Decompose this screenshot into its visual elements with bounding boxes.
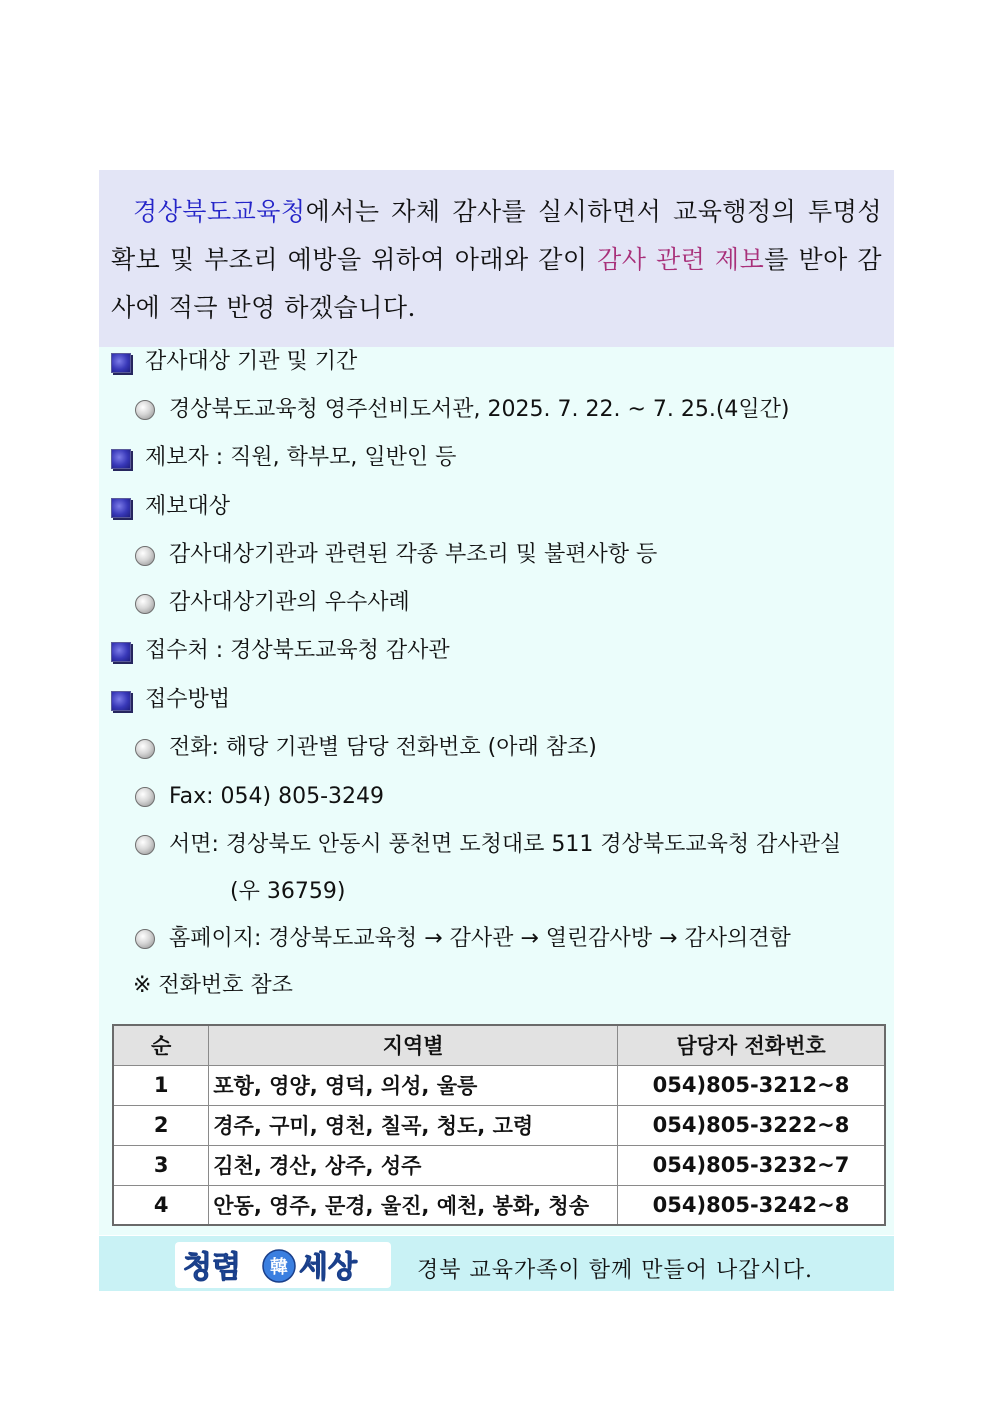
row-order: 3 — [113, 1145, 209, 1185]
header-order: 순 — [113, 1025, 209, 1065]
logo-graphic — [175, 1242, 391, 1288]
row-region: 포항, 영양, 영덕, 의성, 울릉 — [209, 1065, 618, 1105]
row-phone: 054)805-3232~7 — [618, 1145, 886, 1185]
contact-table — [112, 1024, 886, 1226]
square-bullet-icon — [111, 449, 131, 469]
row-region: 김천, 경산, 상주, 성주 — [209, 1145, 618, 1185]
table-row — [113, 1185, 885, 1225]
row-order: 2 — [113, 1105, 209, 1145]
table-header-row — [113, 1025, 885, 1065]
method-phone: 전화: 해당 기관별 담당 전화번호 (아래 참조) — [169, 735, 597, 760]
circle-bullet-icon — [135, 835, 155, 855]
circle-bullet-icon — [135, 594, 155, 614]
target-detail: 경상북도교육청 영주선비도서관, 2025. 7. 22. ~ 7. 25.(4일간) — [169, 397, 790, 422]
intro-paragraph — [111, 188, 882, 332]
circle-bullet-icon — [135, 739, 155, 759]
table-row — [113, 1105, 885, 1145]
square-bullet-icon — [111, 353, 131, 373]
table-row — [113, 1145, 885, 1185]
phone-note: ※ 전화번호 참조 — [133, 973, 293, 998]
row-region: 안동, 영주, 문경, 울진, 예천, 봉화, 청송 — [209, 1185, 618, 1225]
row-order: 4 — [113, 1185, 209, 1225]
row-phone: 054)805-3222~8 — [618, 1105, 886, 1145]
header-phone: 담당자 전화번호 — [618, 1025, 886, 1065]
row-order: 1 — [113, 1065, 209, 1105]
reporter-line: 제보자 : 직원, 학부모, 일반인 등 — [145, 445, 457, 470]
method-letter: 서면: 경상북도 안동시 풍천면 도청대로 511 경상북도교육청 감사관실 — [169, 832, 842, 857]
row-phone: 054)805-3212~8 — [618, 1065, 886, 1105]
method-fax: Fax: 054) 805-3249 — [169, 784, 385, 809]
header-region: 지역별 — [209, 1025, 618, 1065]
method-web: 홈페이지: 경상북도교육청 → 감사관 → 열린감사방 → 감사의견함 — [169, 926, 791, 951]
square-bullet-icon — [111, 498, 131, 518]
method-heading: 접수방법 — [145, 687, 231, 712]
subject-item-2: 감사대상기관의 우수사례 — [169, 590, 410, 615]
square-bullet-icon — [111, 642, 131, 662]
table-row — [113, 1065, 885, 1105]
logo-left-text: 청렴 — [183, 1250, 241, 1285]
circle-bullet-icon — [135, 546, 155, 566]
intro-text-1: 에서는 자체 감사를 실시하면서 교육행정의 투명성 확보 및 부조리 예방을 위하여 아래와 같이 — [111, 197, 882, 274]
intro-text-2: 를 받아 감사에 적극 반영 하겠습니다. — [111, 245, 883, 322]
target-heading: 감사대상 기관 및 기간 — [145, 349, 358, 374]
logo — [175, 1242, 391, 1288]
row-region: 경주, 구미, 영천, 칠곡, 청도, 고령 — [209, 1105, 618, 1145]
logo-right-text: 세상 — [299, 1250, 357, 1285]
org-name: 경상북도교육청 — [133, 197, 306, 226]
circle-bullet-icon — [135, 787, 155, 807]
circle-bullet-icon — [135, 400, 155, 420]
square-bullet-icon — [111, 691, 131, 711]
method-letter-postal: (우 36759) — [230, 879, 346, 904]
subject-heading: 제보대상 — [145, 494, 231, 519]
circle-bullet-icon — [135, 929, 155, 949]
receiver-line: 접수처 : 경상북도교육청 감사관 — [145, 638, 450, 663]
footer-band — [99, 1236, 894, 1291]
row-phone: 054)805-3242~8 — [618, 1185, 886, 1225]
intro-highlight: 감사 관련 제보 — [597, 245, 765, 274]
intro-box — [99, 170, 894, 347]
subject-item-1: 감사대상기관과 관련된 각종 부조리 및 불편사항 등 — [169, 542, 658, 567]
footer-slogan: 경북 교육가족이 함께 만들어 나갑시다. — [417, 1258, 813, 1283]
logo-mid-text: 韓 — [270, 1257, 288, 1278]
